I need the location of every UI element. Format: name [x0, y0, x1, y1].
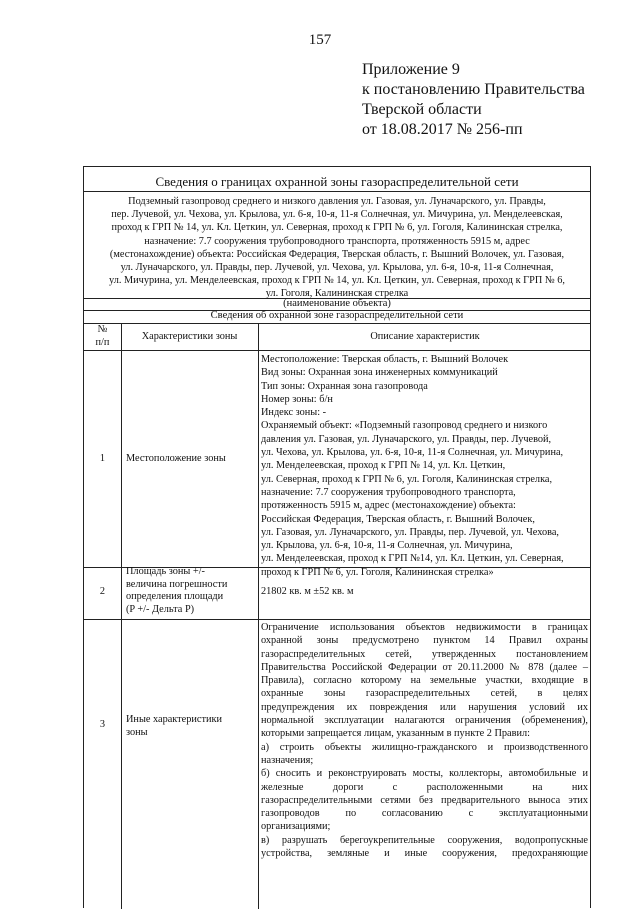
- row-2-description: 21802 кв. м ±52 кв. м: [261, 586, 354, 597]
- appendix-line-1: Приложение 9: [362, 61, 460, 78]
- description-line: ул. Менделеевская, проход к ГРП №14, ул. Кл. Цеткин, ул. Северная,: [261, 553, 564, 565]
- row-3-characteristic: [126, 713, 256, 740]
- description-line: Правительства Российской Федерации от 20.11.2000 № 878 (далее –: [261, 661, 588, 673]
- object-line: пер. Лучевой, ул. Чехова, ул. Крылова, ул. 6-я, 10-я, 11-я Солнечная, ул. Мичурина, ул. Менделеевская,: [111, 209, 563, 221]
- description-line: а) строить объекты жилищно-гражданского и производственного: [261, 741, 588, 753]
- characteristic-line: зоны: [126, 727, 148, 739]
- header-num: № п/п: [95, 324, 110, 348]
- description-line: назначения;: [261, 754, 314, 766]
- appendix-line-4: от 18.08.2017 № 256-пп: [362, 121, 523, 138]
- object-line: Подземный газопровод среднего и низкого давления ул. Газовая, ул. Луначарского, ул. Правды,: [128, 196, 546, 207]
- header-description: Описание характеристик: [370, 331, 480, 342]
- row-3-num: 3: [99, 719, 106, 730]
- row-1-description: [261, 353, 588, 579]
- characteristic-line: Площадь зоны +/-: [126, 566, 205, 577]
- header-characteristics: Характеристики зоны: [141, 331, 238, 342]
- object-line: проход к ГРП № 14, ул. Кл. Цеткин, ул. Северная, проход к ГРП № 6, ул. Гоголя, Калининская стрелка,: [111, 222, 563, 234]
- description-line: Российская Федерация, Тверская область, г. Вышний Волочек,: [261, 513, 535, 525]
- characteristic-line: величина погрешности: [126, 578, 228, 590]
- row-1-characteristic: Местоположение зоны: [126, 453, 226, 464]
- description-line: б) сносить и реконструировать мосты, коллекторы, автомобильные и: [261, 768, 588, 780]
- description-line: железные дороги с расположенными на них: [261, 781, 588, 793]
- description-line: Тип зоны: Охранная зона газопровода: [261, 380, 428, 392]
- description-line: Охраняемый объект: «Подземный газопровод среднего и низкого: [261, 420, 548, 432]
- divider: [84, 323, 590, 324]
- divider: [84, 191, 590, 192]
- description-line: в) разрушать берегоукрепительные сооружения, водопропускные: [261, 834, 588, 846]
- characteristic-line: (P +/- Дельта P): [126, 603, 195, 615]
- characteristic-line: Иные характеристики: [126, 714, 223, 725]
- description-line: ул. Крылова, ул. 6-я, 10-я, 11-я Солнечная, ул. Мичурина,: [261, 540, 513, 552]
- appendix-line-3: Тверской области: [362, 101, 482, 118]
- description-line: давления ул. Газовая, ул. Луначарского, ул. Правды, пер. Лучевой,: [261, 433, 552, 445]
- description-line: которыми запрещается лицам, указанным в пункте 2 Правил:: [261, 728, 530, 740]
- characteristic-line: определения площади: [126, 591, 224, 603]
- row-2-characteristic: [126, 566, 256, 616]
- description-line: Вид зоны: Охранная зона инженерных коммуникаций: [261, 367, 498, 379]
- description-line: ул. Северная, проход к ГРП № 6, ул. Гоголя, Калининская стрелка,: [261, 473, 553, 485]
- appendix-line-2: к постановлению Правительства: [362, 81, 585, 98]
- description-line: газопроводов по согласованию с эксплуатационными: [261, 808, 588, 820]
- description-line: протяженность 5915 м, адрес (местонахождение) объекта:: [261, 500, 516, 512]
- row-1-num: 1: [99, 453, 106, 464]
- description-line: нормальной эксплуатации налагаются ограничения (обременения),: [261, 715, 588, 727]
- divider: [84, 619, 590, 620]
- document-frame: [83, 166, 591, 908]
- appendix-block: [362, 60, 585, 140]
- description-line: устройства, земляные и иные сооружения, предохраняющие: [261, 848, 588, 860]
- object-caption: (наименование объекта): [283, 298, 391, 309]
- description-line: Номер зоны: б/н: [261, 393, 333, 405]
- description-line: назначение: 7.7 сооружения трубопроводного транспорта,: [261, 486, 516, 498]
- description-line: Индекс зоны: -: [261, 407, 327, 419]
- description-line: Местоположение: Тверская область, г. Вышний Волочек: [261, 354, 509, 365]
- column-divider: [258, 323, 259, 909]
- object-description: [84, 195, 590, 301]
- divider: [84, 350, 590, 351]
- object-line: (местонахождение) объекта: Российская Федерация, Тверская область, г. Вышний Волочек, ул. Газовая,: [109, 248, 565, 260]
- page-number: 157: [308, 32, 332, 48]
- description-line: ул. Газовая, ул. Луначарского, ул. Правды, пер. Лучевой, ул. Чехова,: [261, 526, 560, 538]
- description-line: Правила), согласно которому на земельные участки, входящие в: [261, 675, 588, 687]
- document-title: Сведения о границах охранной зоны газораспределительной сети: [155, 174, 519, 189]
- description-line: газораспределительными сетями без предварительного выноса этих: [261, 794, 588, 806]
- description-line: охранной зоны предусмотрено пунктом 14 Правил охраны: [261, 635, 588, 647]
- row-2-num: 2: [99, 586, 106, 597]
- object-line: ул. Гоголя, Калининская стрелка: [265, 288, 409, 300]
- description-line: предупреждения их повреждения или нарушения условий их: [261, 701, 588, 713]
- column-divider: [121, 323, 122, 909]
- section-title: Сведения об охранной зоне газораспределительной сети: [210, 310, 464, 321]
- description-line: Ограничение использования объектов недвижимости в границах: [261, 622, 588, 633]
- object-line: ул. Мичурина, ул. Менделеевская, проход к ГРП № 14, ул. Кл. Цеткин, ул. Северная, проход к ГРП № 6,: [109, 275, 565, 287]
- row-3-description: [261, 621, 588, 860]
- description-line: ул. Менделеевская, проход к ГРП № 14, ул. Кл. Цеткин,: [261, 460, 506, 472]
- object-line: назначение: 7.7 сооружения трубопроводного транспорта, протяженность 5915 м, адрес: [144, 235, 530, 247]
- description-line: ул. Чехова, ул. Крылова, ул. 6-я, 10-я, 11-я Солнечная, ул. Мичурина,: [261, 447, 564, 459]
- description-line: охранные зоны газораспределительных сетей, в целях: [261, 688, 588, 700]
- description-line: газораспределительных сетей, утвержденных постановлением: [261, 648, 588, 660]
- object-line: ул. Луначарского, ул. Правды, пер. Лучевой, ул. Чехова, ул. Крылова, ул. 6-я, 10-я, 11-я Солнечная,: [120, 262, 554, 274]
- description-line: проход к ГРП № 6, ул. Гоголя, Калининская стрелка»: [261, 566, 494, 578]
- description-line: организациями;: [261, 821, 331, 833]
